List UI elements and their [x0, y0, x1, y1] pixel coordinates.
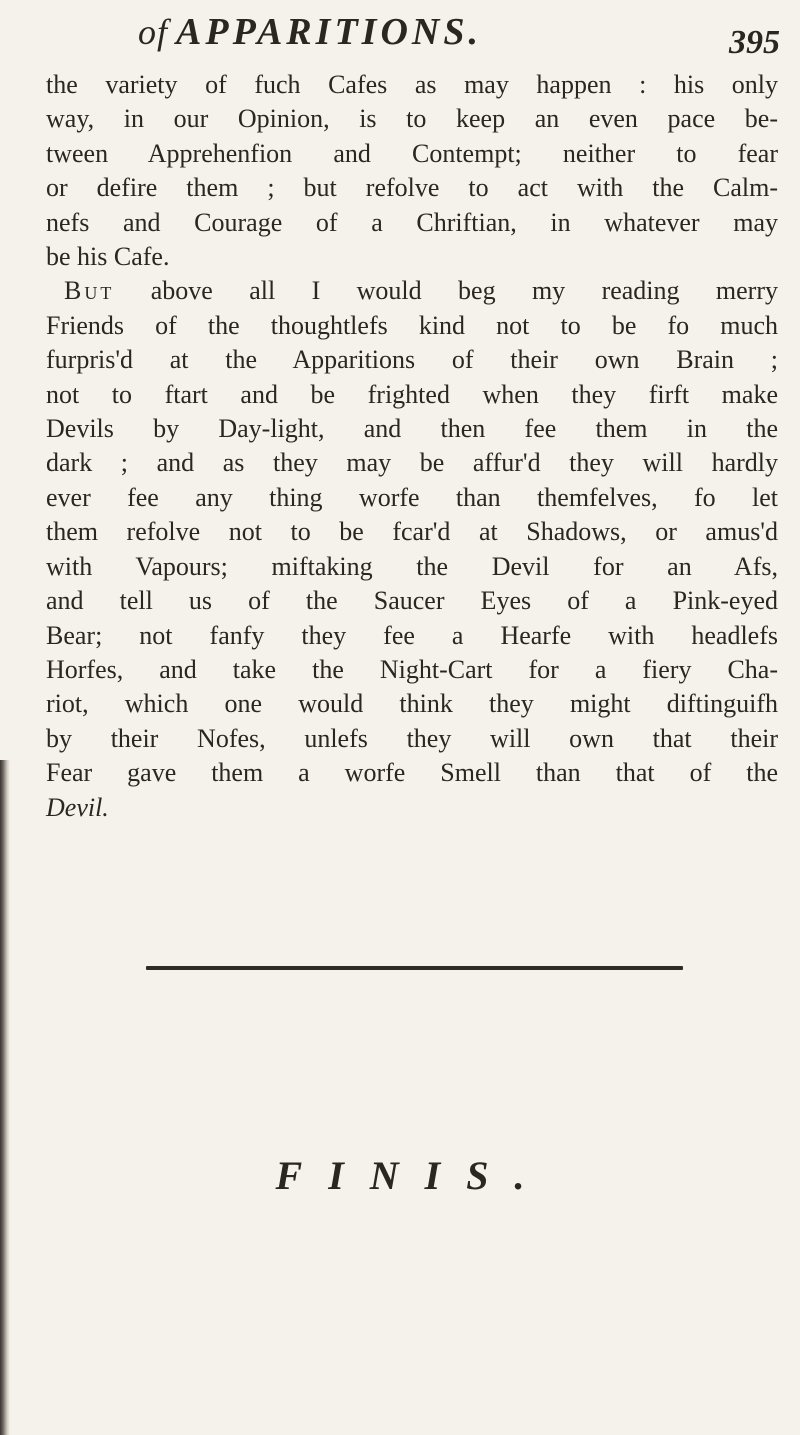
text-line: Fear gave them a worfe Smell than that of the [46, 758, 778, 788]
text-line: nefs and Courage of a Chriftian, in whatever may [46, 207, 778, 237]
text-line: not to ftart and be frighted when they firft make [46, 379, 778, 409]
horizontal-rule [146, 966, 683, 970]
running-title-main: APPARITIONS. [176, 11, 482, 53]
finis-heading: FINIS. [275, 1153, 551, 1198]
text-line: Bear; not fanfy they fee a Hearfe with headlefs [46, 620, 778, 650]
text-line: furpris'd at the Apparitions of their own Brain ; [46, 345, 778, 375]
text-line: and tell us of the Saucer Eyes of a Pink-eyed [46, 586, 778, 616]
text-line: or defire them ; but refolve to act with the Calm- [46, 173, 778, 203]
text-line: Horfes, and take the Night-Cart for a fiery Cha- [46, 654, 778, 684]
text-line: way, in our Opinion, is to keep an even pace be- [46, 104, 778, 134]
text-line: dark ; and as they may be affur'd they will hardly [46, 448, 778, 478]
text-line: them refolve not to be fcar'd at Shadows, or amus'd [46, 517, 778, 547]
text-line-rest: above all I would beg my reading merry [150, 276, 778, 306]
running-title [138, 10, 482, 54]
text-line: Devils by Day-light, and then fee them in the [46, 414, 778, 444]
text-line: tween Apprehenfion and Contempt; neither to fear [46, 138, 778, 168]
text-line: Friends of the thoughtlefs kind not to be fo much [46, 310, 778, 340]
text-line: by their Nofes, unlefs they will own that their [46, 723, 778, 753]
running-head [0, 10, 800, 66]
text-line: the variety of fuch Cafes as may happen : his only [46, 70, 778, 99]
text-line: ever fee any thing worfe than themfelves, fo let [46, 482, 778, 512]
text-line: Devil. [46, 792, 109, 822]
body-text [46, 68, 778, 825]
paragraph-lead-word: But [64, 276, 115, 306]
page-gutter-shadow [0, 760, 10, 1435]
paragraph-first-line [46, 274, 778, 308]
page-number: 395 [729, 24, 780, 61]
running-title-prefix: of [138, 12, 169, 52]
text-line: riot, which one would think they might diftinguifh [46, 689, 778, 719]
text-line: be his Cafe. [46, 242, 170, 272]
text-line: with Vapours; miftaking the Devil for an Afs, [46, 551, 778, 581]
